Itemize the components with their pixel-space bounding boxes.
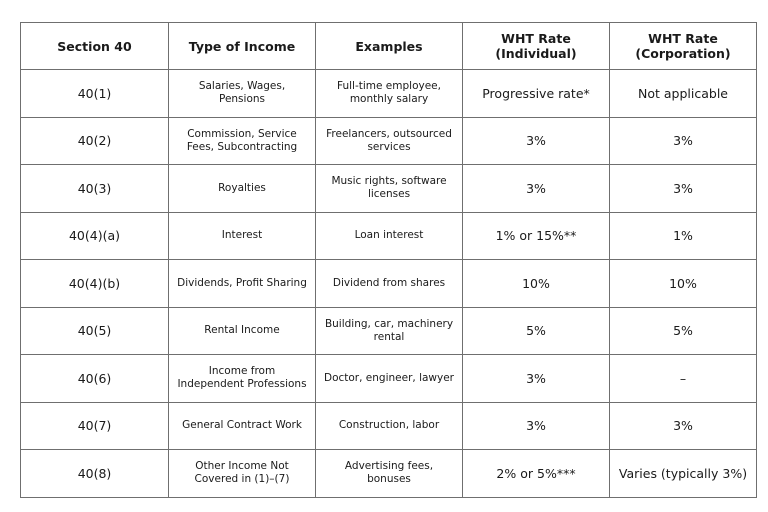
cell-section: 40(1) <box>21 70 169 118</box>
cell-section: 40(3) <box>21 165 169 213</box>
header-wht-individual: WHT Rate (Individual) <box>463 23 610 70</box>
table-row <box>21 260 757 308</box>
cell-individual-rate: 1% or 15%** <box>463 212 610 260</box>
cell-individual-rate: 2% or 5%*** <box>463 450 610 498</box>
cell-examples: Full-time employee, monthly salary <box>316 70 463 118</box>
cell-type: Dividends, Profit Sharing <box>169 260 316 308</box>
cell-corporation-rate: Not applicable <box>610 70 757 118</box>
header-type-of-income: Type of Income <box>169 23 316 70</box>
cell-corporation-rate: – <box>610 355 757 403</box>
table-row <box>21 450 757 498</box>
cell-individual-rate: Progressive rate* <box>463 70 610 118</box>
table-row <box>21 117 757 165</box>
cell-type: Rental Income <box>169 307 316 355</box>
cell-section: 40(4)(a) <box>21 212 169 260</box>
header-section: Section 40 <box>21 23 169 70</box>
cell-individual-rate: 3% <box>463 117 610 165</box>
header-examples: Examples <box>316 23 463 70</box>
cell-individual-rate: 3% <box>463 402 610 450</box>
cell-type: General Contract Work <box>169 402 316 450</box>
cell-examples: Advertising fees, bonuses <box>316 450 463 498</box>
cell-individual-rate: 3% <box>463 355 610 403</box>
cell-type: Other Income Not Covered in (1)–(7) <box>169 450 316 498</box>
cell-type: Royalties <box>169 165 316 213</box>
cell-individual-rate: 3% <box>463 165 610 213</box>
cell-examples: Dividend from shares <box>316 260 463 308</box>
cell-section: 40(5) <box>21 307 169 355</box>
cell-type: Income from Independent Professions <box>169 355 316 403</box>
cell-corporation-rate: 3% <box>610 165 757 213</box>
cell-corporation-rate: 1% <box>610 212 757 260</box>
table-row <box>21 70 757 118</box>
cell-section: 40(8) <box>21 450 169 498</box>
cell-examples: Doctor, engineer, lawyer <box>316 355 463 403</box>
table-row <box>21 355 757 403</box>
table-row <box>21 402 757 450</box>
cell-corporation-rate: 3% <box>610 117 757 165</box>
cell-examples: Building, car, machinery rental <box>316 307 463 355</box>
cell-individual-rate: 10% <box>463 260 610 308</box>
cell-section: 40(4)(b) <box>21 260 169 308</box>
cell-section: 40(6) <box>21 355 169 403</box>
table-row <box>21 307 757 355</box>
cell-examples: Freelancers, outsourced services <box>316 117 463 165</box>
cell-examples: Loan interest <box>316 212 463 260</box>
header-wht-corporation: WHT Rate (Corporation) <box>610 23 757 70</box>
wht-rate-table <box>20 22 757 498</box>
cell-type: Interest <box>169 212 316 260</box>
table-header-row <box>21 23 757 70</box>
cell-type: Commission, Service Fees, Subcontracting <box>169 117 316 165</box>
cell-examples: Construction, labor <box>316 402 463 450</box>
cell-section: 40(2) <box>21 117 169 165</box>
cell-examples: Music rights, software licenses <box>316 165 463 213</box>
cell-individual-rate: 5% <box>463 307 610 355</box>
table-row <box>21 212 757 260</box>
cell-corporation-rate: 3% <box>610 402 757 450</box>
cell-section: 40(7) <box>21 402 169 450</box>
table-row <box>21 165 757 213</box>
cell-corporation-rate: Varies (typically 3%) <box>610 450 757 498</box>
cell-corporation-rate: 10% <box>610 260 757 308</box>
cell-type: Salaries, Wages, Pensions <box>169 70 316 118</box>
cell-corporation-rate: 5% <box>610 307 757 355</box>
